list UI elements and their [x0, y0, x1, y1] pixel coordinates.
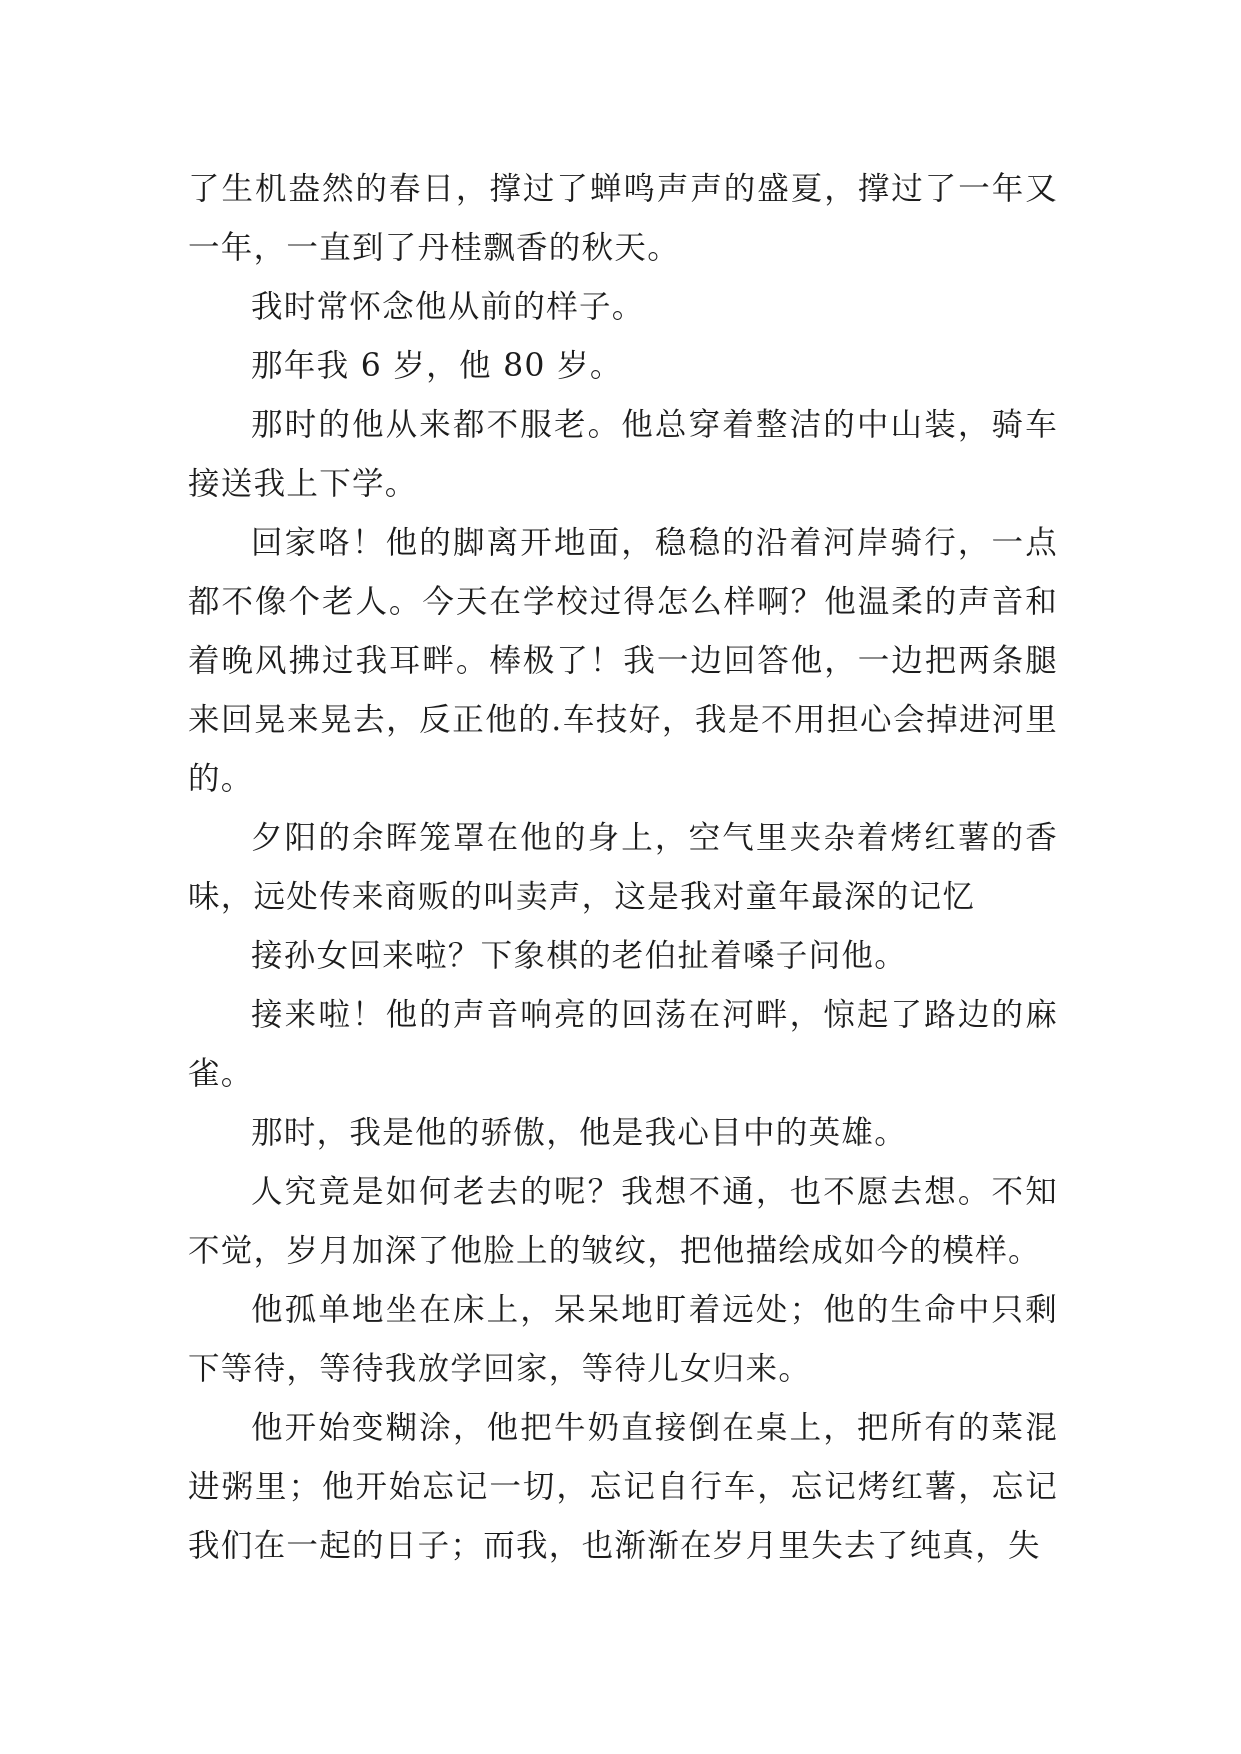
- paragraph: 他孤单地坐在床上，呆呆地盯着远处；他的生命中只剩下等待，等待我放学回家，等待儿女归来。: [188, 1292, 1058, 1387]
- paragraph: 回家咯！他的脚离开地面，稳稳的沿着河岸骑行，一点都不像个老人。今天在学校过得怎么样啊？他温柔的声音和着晚风拂过我耳畔。棒极了！我一边回答他，一边把两条腿来回晃来晃去，反正他的.车技好，我是不用担心会掉进河里的。: [188, 525, 1058, 797]
- paragraph: 人究竟是如何老去的呢？我想不通，也不愿去想。不知不觉，岁月加深了他脸上的皱纹，把他描绘成如今的模样。: [188, 1174, 1058, 1269]
- paragraph: 那时的他从来都不服老。他总穿着整洁的中山装，骑车接送我上下学。: [188, 407, 1058, 502]
- paragraph: 接来啦！他的声音响亮的回荡在河畔，惊起了路边的麻雀。: [188, 997, 1058, 1092]
- paragraph-continued: 了生机盎然的春日，撑过了蝉鸣声声的盛夏，撑过了一年又一年，一直到了丹桂飘香的秋天。: [188, 171, 1058, 266]
- paragraph: 我时常怀念他从前的样子。: [251, 289, 645, 325]
- document-page: [188, 160, 1058, 1576]
- paragraph: 夕阳的余晖笼罩在他的身上，空气里夹杂着烤红薯的香味，远处传来商贩的叫卖声，这是我对童年最深的记忆: [188, 820, 1058, 915]
- paragraph: 那时，我是他的骄傲，他是我心目中的英雄。: [251, 1115, 908, 1151]
- paragraph: 那年我 6 岁，他 80 岁。: [251, 348, 623, 384]
- paragraph: 接孙女回来啦？下象棋的老伯扯着嗓子问他。: [251, 938, 908, 974]
- paragraph: 他开始变糊涂，他把牛奶直接倒在桌上，把所有的菜混进粥里；他开始忘记一切，忘记自行车，忘记烤红薯，忘记我们在一起的日子；而我，也渐渐在岁月里失去了纯真，失: [188, 1410, 1058, 1564]
